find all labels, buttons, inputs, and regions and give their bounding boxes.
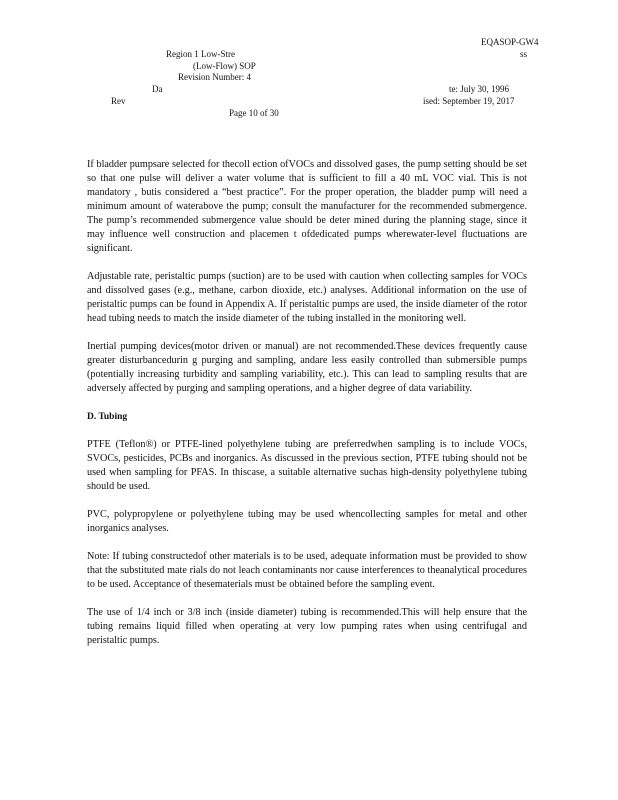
paragraph-pvc-tubing: PVC, polypropylene or polyethylene tubing may be used whencollecting samples for metal and other inorganics analyses.	[87, 509, 527, 534]
doc-id: EQASOP-GW4	[481, 37, 539, 47]
header-flow: (Low-Flow) SOP	[193, 61, 256, 71]
paragraph-peristaltic-pumps: Adjustable rate, peristaltic pumps (suction) are to be used with caution when collecting samples for VOCs and dissolved gases (e.g., methane, carbon dioxide, etc.) analyses. Additional information on the use of peristaltic pumps can be found in Appendix A. If peristaltic pumps are used, the inside diameter of the rotor head tubing needs to match the inside diameter of the tubing installed in the monitoring well.	[87, 271, 527, 324]
header-date-left: Da	[152, 84, 163, 94]
header-date-right: te: July 30, 1996	[449, 84, 509, 94]
page-number: Page 10 of 30	[229, 108, 279, 118]
paragraph-bladder-pumps: If bladder pumpsare selected for thecoll ection ofVOCs and dissolved gases, the pump setting should be set so that one pulse will deliver a water volume that is sufficient to fill a 40 mL VOC vial. This is not mandatory , butis considered a “best practice”. For the proper operation, the bladder pump will need a minimum amount of waterabove the pump; consult the manufacturer for the recommended submergence. The pump’s recommended submergence value should be deter mined during the planning stage, since it may influence well construction and placemen t ofdedicated pumps wherewater-level fluctuations are significant.	[87, 159, 527, 254]
header-region-tail: ss	[520, 49, 528, 59]
header-rev-left: Rev	[111, 96, 126, 106]
section-heading-tubing: D. Tubing	[87, 412, 128, 422]
header-revision: Revision Number: 4	[178, 72, 251, 82]
header-rev-right: ised: September 19, 2017	[423, 96, 515, 106]
paragraph-inertial-pumping: Inertial pumping devices(motor driven or manual) are not recommended.These devices frequently cause greater disturbancedurin g purging and sampling, andare less easily controlled than submersible pumps (potentially increasing turbidity and sampling variability, etc.). This can lead to sampling results that are adversely affected by purging and sampling operations, and a higher degree of data variability.	[87, 341, 527, 394]
paragraph-note: Note: If tubing constructedof other materials is to be used, adequate information must be provided to show that the substituted mate rials do not leach contaminants nor cause interferences to theanalytical procedures to be used. Acceptance of thesematerials must be obtained before the sampling event.	[87, 551, 527, 590]
document-body	[87, 158, 527, 662]
paragraph-ptfe-tubing: PTFE (Teflon®) or PTFE-lined polyethylene tubing are preferredwhen sampling is to include VOCs, SVOCs, pesticides, PCBs and inorganics. As discussed in the previous section, PTFE tubing should not be used when sampling for PFAS. In thiscase, a suitable alternative suchas high-density polyethylene tubing should be used.	[87, 439, 527, 492]
header-region: Region 1 Low-Stre	[166, 49, 235, 59]
paragraph-tubing-diameter: The use of 1/4 inch or 3/8 inch (inside diameter) tubing is recommended.This will help ensure that the tubing remains liquid filled when operating at very low pumping rates when using centrifugal and peristaltic pumps.	[87, 607, 527, 646]
